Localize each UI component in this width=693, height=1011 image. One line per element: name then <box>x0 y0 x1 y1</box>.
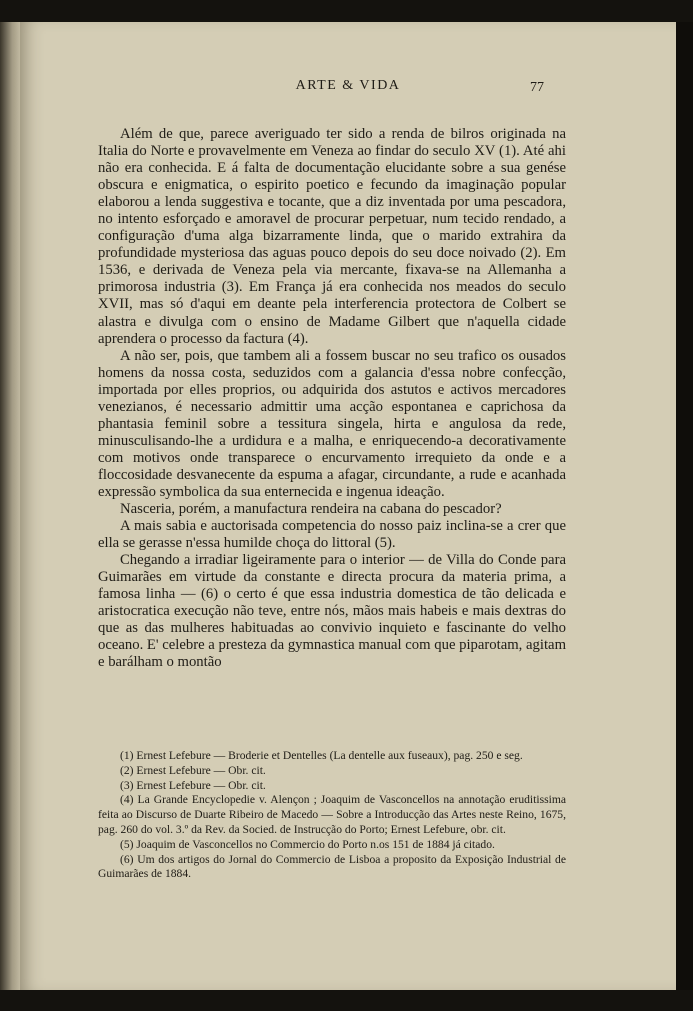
footnote: (2) Ernest Lefebure — Obr. cit. <box>120 763 266 777</box>
body-text <box>98 126 566 672</box>
book-spine-gutter <box>0 22 22 990</box>
page-number: 77 <box>530 80 544 95</box>
footnote: (4) La Grande Encyclopedie v. Alençon ; Joaquim de Vasconcellos na annotação eruditissima feita ao Discurso de Duarte Ribeiro de Macedo — Sobre a Introducção das Artes neste Reino, 1675, pag. 260 do vol. 3.º da Rev. da Socied. de Instrucção do Porto; Ernest Lefebure, obr. cit. <box>98 793 566 836</box>
paragraph: A não ser, pois, que tambem ali a fossem buscar no seu trafico os ousados homens da nossa costa, seduzidos com a galancia d'essa nobre confecção, importada por elles proprios, ou adquirida dos astutos e activos mercadores venezianos, é necessario admittir uma acção espontanea e caprichosa da phantasia feminil sobre a tessitura singela, hirta e angulosa da rede, minusculisando-lhe a urdidura e a malha, e enriquecendo-a decorativamente com motivos onde transparece o encurvamento irrequieto da onde e a floccosidade desvanecente da espuma a afagar, circundante, a rude e acanhada expressão symbolica da sua enternecida e ingenua ideação. <box>98 347 566 500</box>
running-title: ARTE & VIDA <box>295 78 401 93</box>
footnotes <box>98 749 566 882</box>
paragraph: Chegando a irradiar ligeiramente para o interior — de Villa do Conde para Guimarães em virtude da constante e directa procura da materia prima, a famosa linha — (6) o certo é que essa industria domestica de tão delicada e aristocratica execução não teve, entre nós, mãos mais habeis e mais dextras do que as das mulheres habituadas ao convivio inquieto e fascinante do velho oceano. E' celebre a presteza da gymnastica manual com que piparotam, agitam e barálham o montão <box>98 552 566 671</box>
paragraph: A mais sabia e auctorisada competencia do nosso paiz inclina-se a crer que ella se gerasse n'essa humilde choça do littoral (5). <box>98 518 566 552</box>
paragraph: Nasceria, porém, a manufactura rendeira na cabana do pescador? <box>120 501 502 518</box>
footnote: (3) Ernest Lefebure — Obr. cit. <box>120 778 266 792</box>
footnote: (5) Joaquim de Vasconcellos no Commercio do Porto n.os 151 de 1884 já citado. <box>120 837 495 851</box>
paragraph: Além de que, parece averiguado ter sido a renda de bilros originada na Italia do Norte e provavelmente em Veneza ao findar do seculo XV (1). Até ahi não era conhecida. E á falta de documentação elucidante sobre a sua genése obscura e enigmatica, o espirito poetico e fecundo da imaginação popular elaborou a lenda suggestiva e tocante, que a diz inventada por uma pescadora, no intento esforçado e amoravel de procurar perpetuar, num tecido rendado, a configuração d'uma alga bizarramente linda, que o marido extrahira da profundidade mysteriosa das aguas pouco depois do seu doce noivado (2). Em 1536, e derivada de Veneza pela via mercante, fixava-se na Allemanha a primorosa industria (3). Em França já era conhecida nos meados do seculo XVII, mas só d'aqui em deante pela interferencia protectora de Colbert se alastra e divulga com o ensino de Madame Gilbert que n'aquella cidade aprendera o processo da factura (4). <box>98 126 566 347</box>
book-page <box>20 22 676 990</box>
scan-border <box>676 22 693 990</box>
footnote: (1) Ernest Lefebure — Broderie et Dentelles (La dentelle aux fuseaux), pag. 250 e seg. <box>120 749 523 762</box>
footnote: (6) Um dos artigos do Jornal do Commercio de Lisboa a proposito da Exposição Industrial de Guimarães de 1884. <box>98 852 566 881</box>
